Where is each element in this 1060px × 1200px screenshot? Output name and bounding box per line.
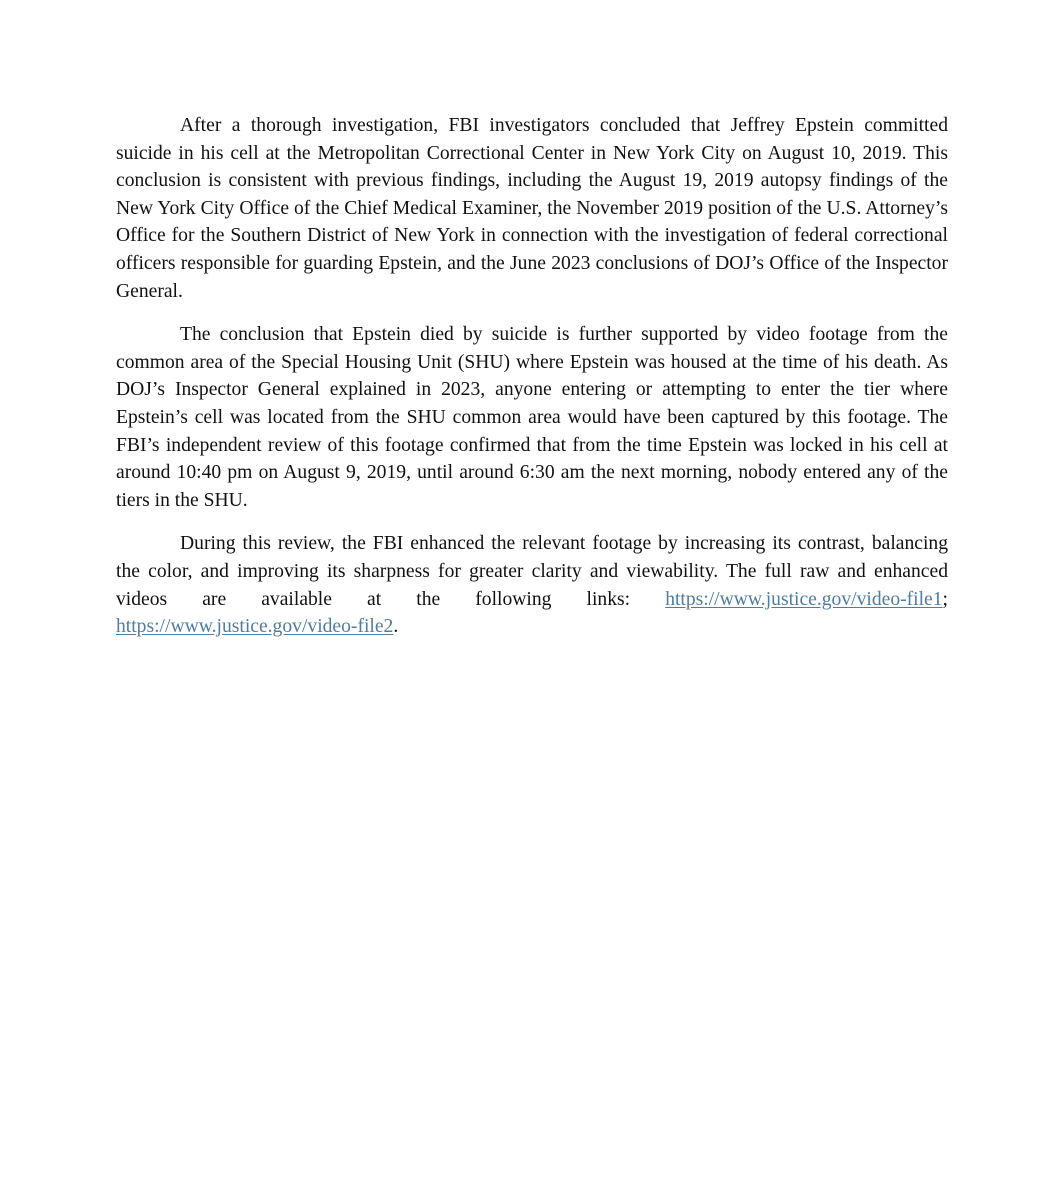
paragraph-end-period: . — [393, 616, 399, 638]
paragraph-enhanced-videos — [116, 530, 948, 640]
video-file1-link[interactable]: https://www.justice.gov/video-file1 — [665, 588, 943, 610]
paragraph-investigation-conclusion: After a thorough investigation, FBI investigators concluded that Jeffrey Epstein committed suicide in his cell at the Metropolitan Correctional Center in New York City on August 10, 2019. This conclusion is consistent with previous findings, including the August 19, 2019 autopsy findings of the New York City Office of the Chief Medical Examiner, the November 2019 position of the U.S. Attorney’s Office for the Southern District of New York in connection with the investigation of federal correctional officers responsible for guarding Epstein, and the June 2023 conclusions of DOJ’s Office of the Inspector General. — [116, 115, 948, 302]
document-body — [116, 112, 948, 657]
link-separator: ; — [942, 588, 948, 610]
video-file2-link[interactable]: https://www.justice.gov/video-file2 — [116, 616, 394, 638]
paragraph-video-footage: The conclusion that Epstein died by suicide is further supported by video footage from the common area of the Special Housing Unit (SHU) where Epstein was housed at the time of his death. As DOJ’s Inspector General explained in 2023, anyone entering or attempting to enter the tier where Epstein’s cell was located from the SHU common area would have been captured by this footage. The FBI’s independent review of this footage confirmed that from the time Epstein was locked in his cell at around 10:40 pm on August 9, 2019, until around 6:30 am the next morning, nobody entered any of the tiers in the SHU. — [116, 324, 948, 511]
paragraph-enhanced-videos-text: During this review, the FBI enhanced the relevant footage by increasing its contrast, balancing the color, and improving its sharpness for greater clarity and viewability. The full raw and enhanced videos are available at the following links: — [116, 533, 948, 610]
